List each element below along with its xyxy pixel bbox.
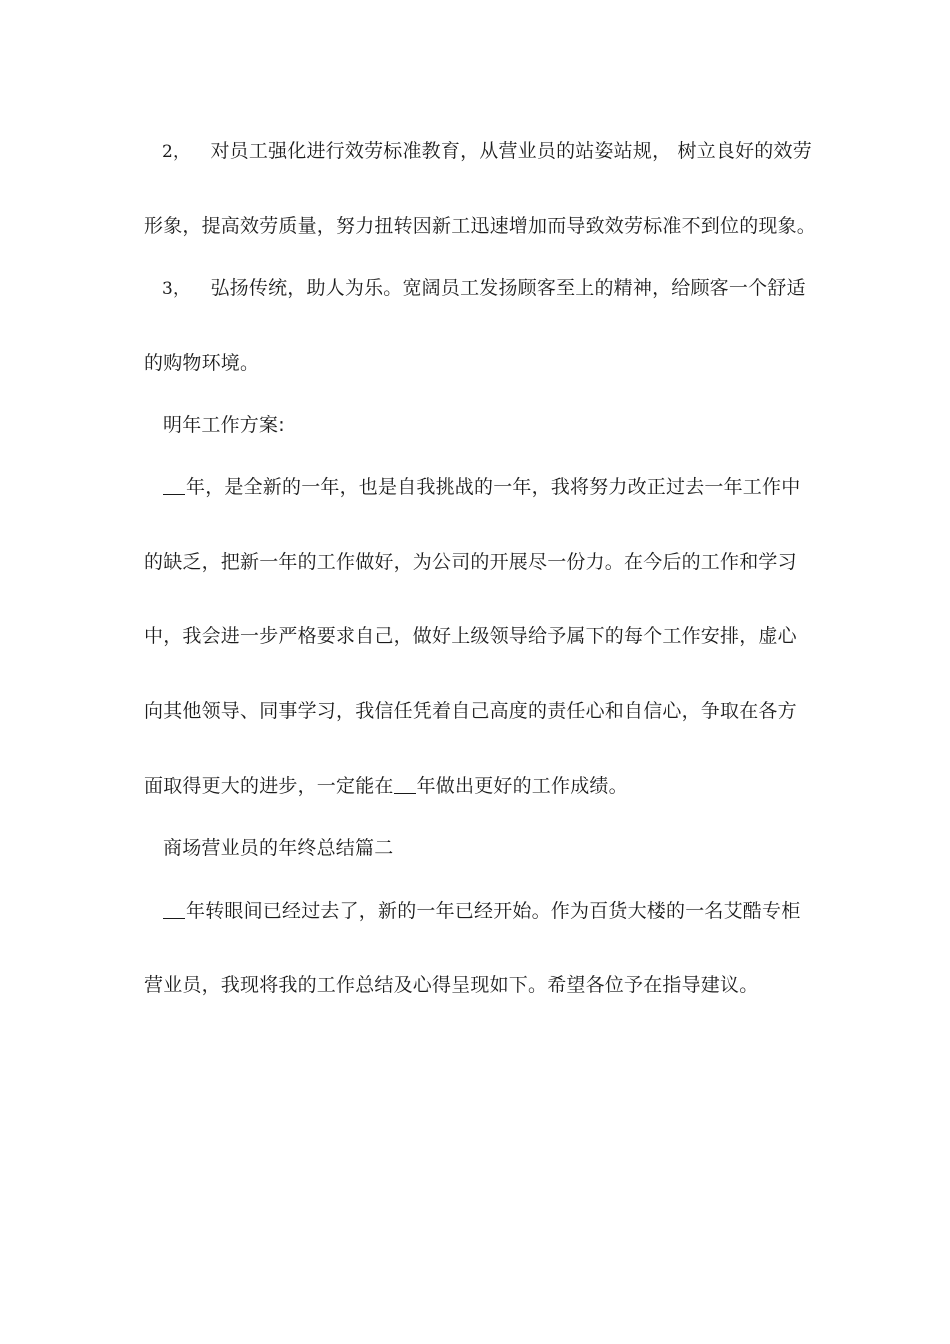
paragraph-3-line-1 xyxy=(162,276,842,301)
paragraph-3-line-2: 的购物环境。 xyxy=(144,352,260,374)
heading-next-year-plan: 明年工作方案: xyxy=(163,414,285,436)
paragraph-2-line-2: 形象，提高效劳质量，努力扭转因新工迅速增加而导致效劳标准不到位的现象。 xyxy=(144,215,817,237)
blank-underline xyxy=(163,476,185,495)
section-two-line-2: 营业员，我现将我的工作总结及心得呈现如下。希望各位予在指导建议。 xyxy=(144,974,759,996)
text: 面取得更大的进步，一定能在 xyxy=(144,775,394,797)
plan-line-4: 向其他领导、同事学习，我信任凭着自己高度的责任心和自信心，争取在各方 xyxy=(144,700,797,722)
heading-section-two: 商场营业员的年终总结篇二 xyxy=(163,837,394,859)
text: 年做出更好的工作成绩。 xyxy=(416,775,628,797)
blank-underline xyxy=(163,900,185,919)
item-number: 2， xyxy=(162,142,191,162)
section-two-line-1 xyxy=(163,899,843,923)
text: 年，是全新的一年，也是自我挑战的一年，我将努力改正过去一年工作中 xyxy=(186,476,801,498)
text: 年转眼间已经过去了，新的一年已经开始。作为百货大楼的一名艾酷专柜 xyxy=(186,900,801,922)
text: 弘扬传统，助人为乐。宽阔员工发扬顾客至上的精神，给顾客一个舒适 xyxy=(210,277,806,299)
paragraph-2-line-1 xyxy=(162,139,842,164)
item-number: 3， xyxy=(162,279,191,299)
plan-line-3: 中，我会进一步严格要求自己，做好上级领导给予属下的每个工作安排，虚心 xyxy=(144,625,797,647)
blank-underline xyxy=(394,775,416,794)
text: 对员工强化进行效劳标准教育，从营业员的站姿站规， 树立良好的效劳 xyxy=(210,140,812,162)
plan-line-5 xyxy=(144,774,824,798)
plan-line-1 xyxy=(163,475,843,499)
plan-line-2: 的缺乏，把新一年的工作做好，为公司的开展尽一份力。在今后的工作和学习 xyxy=(144,551,797,573)
